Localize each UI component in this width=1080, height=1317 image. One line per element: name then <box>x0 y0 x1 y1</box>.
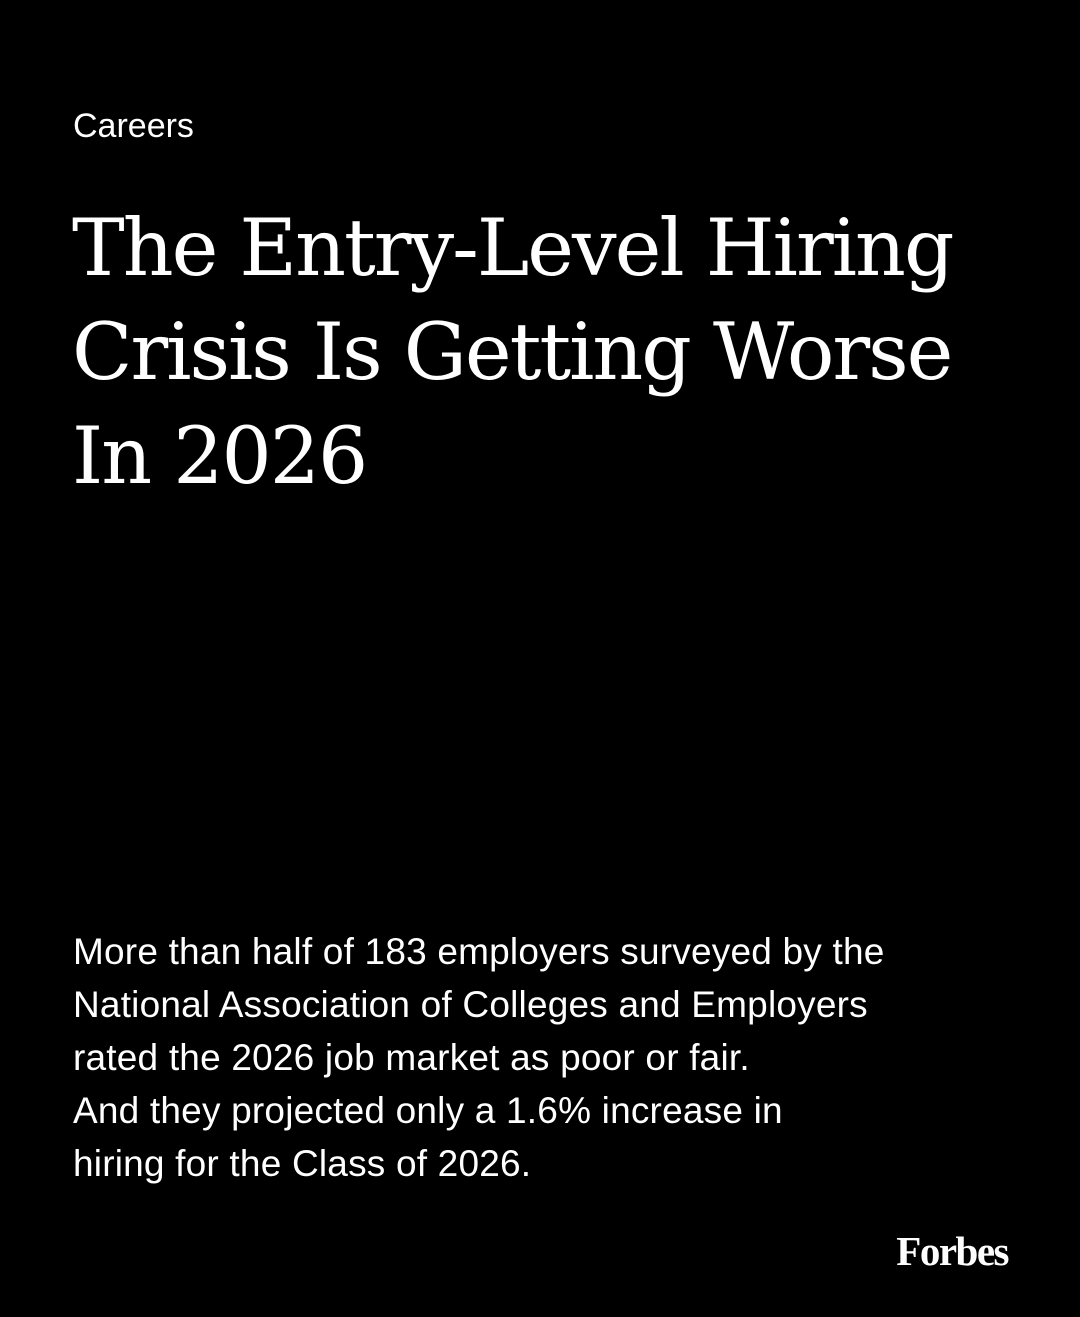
headline <box>72 196 1032 508</box>
body-line: More than half of 183 employers surveyed by the <box>73 931 885 972</box>
headline-line: Crisis Is Getting Worse <box>72 306 952 398</box>
headline-line: In 2026 <box>72 410 367 502</box>
category-label: Careers <box>73 107 194 145</box>
body-line: hiring for the Class of 2026. <box>73 1143 532 1184</box>
headline-line: The Entry-Level Hiring <box>72 202 953 294</box>
forbes-logo: Forbes <box>896 1228 1008 1274</box>
body-line: National Association of Colleges and Employers <box>73 984 868 1025</box>
body-line: And they projected only a 1.6% increase in <box>73 1090 783 1131</box>
body-line: rated the 2026 job market as poor or fair. <box>73 1037 750 1078</box>
body-paragraph <box>73 925 1033 1190</box>
